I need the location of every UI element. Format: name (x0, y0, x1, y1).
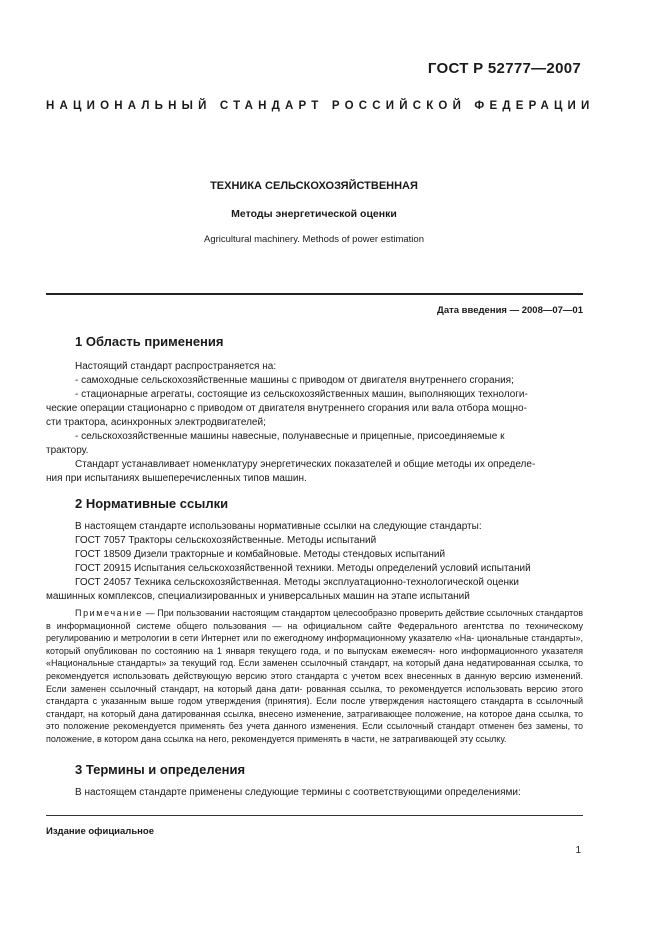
note-line: ного информационного указателя «Национальные стандарты» за текущий год. Если заменен ссылочный стандарт, (46, 645, 583, 669)
note-line: техническому регулированию и метрологии в сети Интернет или по ежегодному информационному указателю «На- (46, 620, 583, 644)
note-line: применять без учета данного изменения. Если ссылочный стандарт отменен без замены, то положение, в котором (46, 721, 583, 744)
paragraph: - самоходные сельскохозяйственные машины с приводом от двигателя внутреннего сгорания; (75, 375, 514, 386)
section-3-heading: 3 Термины и определения (75, 762, 246, 777)
note-line: с учетом всех внесенных в данную версию изменений. Если заменен ссылочный стандарт, на который дана дати- (46, 670, 583, 694)
document-number: ГОСТ Р 52777—2007 (427, 60, 581, 77)
page-number: 1 (575, 845, 581, 856)
section-2-heading: 2 Нормативные ссылки (75, 496, 229, 511)
paragraph: Настоящий стандарт распространяется на: (75, 361, 277, 372)
section-1-body (46, 360, 583, 486)
note-line: ссылка, внесено изменение, затрагивающее положение, на которое дана ссылка, то это положение рекомендуется (46, 708, 583, 732)
section-3-body (46, 786, 583, 800)
paragraph: - стационарные агрегаты, состоящие из сельскохозяйственных машин, выполняющих технологи- (75, 389, 528, 400)
title-divider (46, 293, 583, 295)
introduction-date: Дата введения — 2008—07—01 (437, 305, 583, 316)
note-line: циональные стандарты», который опубликован по состоянию на 1 января текущего года, и по выпускам ежемесяч- (46, 633, 583, 656)
note-line: стандартов в информационной системе общего пользования — на официальном сайте Федерального агентства по (46, 608, 583, 631)
paragraph: сти трактора, асинхронных электродвигателей; (46, 417, 266, 428)
reference-item: ГОСТ 18509 Дизели тракторные и комбайновые. Методы стендовых испытаний (75, 549, 446, 560)
footer-divider (46, 815, 583, 816)
section-2-body (46, 520, 583, 604)
reference-item: ГОСТ 7057 Тракторы сельскохозяйственные. Методы испытаний (75, 535, 377, 546)
paragraph: - сельскохозяйственные машины навесные, полунавесные и прицепные, присоединяемые к (75, 431, 505, 442)
paragraph: ния при испытаниях вышеперечисленных типов машин. (46, 473, 307, 484)
normative-note (46, 607, 583, 746)
section-1-heading: 1 Область применения (75, 334, 224, 349)
paragraph: Стандарт устанавливает номенклатуру энергетических показателей и общие методы их определе- (75, 459, 536, 470)
national-standard-banner: НАЦИОНАЛЬНЫЙ СТАНДАРТ РОССИЙСКОЙ ФЕДЕРАЦИИ (46, 100, 595, 112)
note-label: Примечание (75, 608, 144, 618)
note-line: на который дана недатированная ссылка, то рекомендуется использовать действующую версию этого стандарта (46, 658, 583, 681)
note-line: Примечание — При пользовании настоящим стандартом целесообразно проверить действие ссылочных (75, 608, 534, 618)
paragraph: В настоящем стандарте применены следующие термины с соответствующими определениями: (75, 787, 521, 798)
reference-item: машинных комплексов, специализированных и универсальных машин на этапе испытаний (46, 591, 470, 602)
document-title-english: Agricultural machinery. Methods of power estimation (203, 234, 424, 245)
document-title: ТЕХНИКА СЕЛЬСКОХОЗЯЙСТВЕННАЯ (210, 180, 418, 192)
reference-item: ГОСТ 20915 Испытания сельскохозяйственной техники. Методы определений условий испытаний (75, 563, 531, 574)
document-subtitle: Методы энергетической оценки (231, 208, 397, 220)
paragraph: В настоящем стандарте использованы нормативные ссылки на следующие стандарты: (75, 521, 482, 532)
paragraph: трактору. (46, 445, 89, 456)
note-line: рованная ссылка, то рекомендуется использовать версию этого стандарта с указанным выше годом утверждения (46, 683, 583, 707)
note-line: дана ссылка на него, рекомендуется применять в части, не затрагивающей эту ссылку. (140, 733, 507, 744)
note-line: (принятия). Если после утверждения настоящего стандарта в ссылочный стандарт, на который дана датированная (46, 696, 583, 719)
edition-label: Издание официальное (46, 826, 154, 837)
paragraph: ческие операции стационарно с приводом от двигателя внутреннего сгорания или вала отбора мощно- (46, 403, 527, 414)
reference-item: ГОСТ 24057 Техника сельскохозяйственная. Методы эксплуатационно-технологической оценки (75, 577, 519, 588)
